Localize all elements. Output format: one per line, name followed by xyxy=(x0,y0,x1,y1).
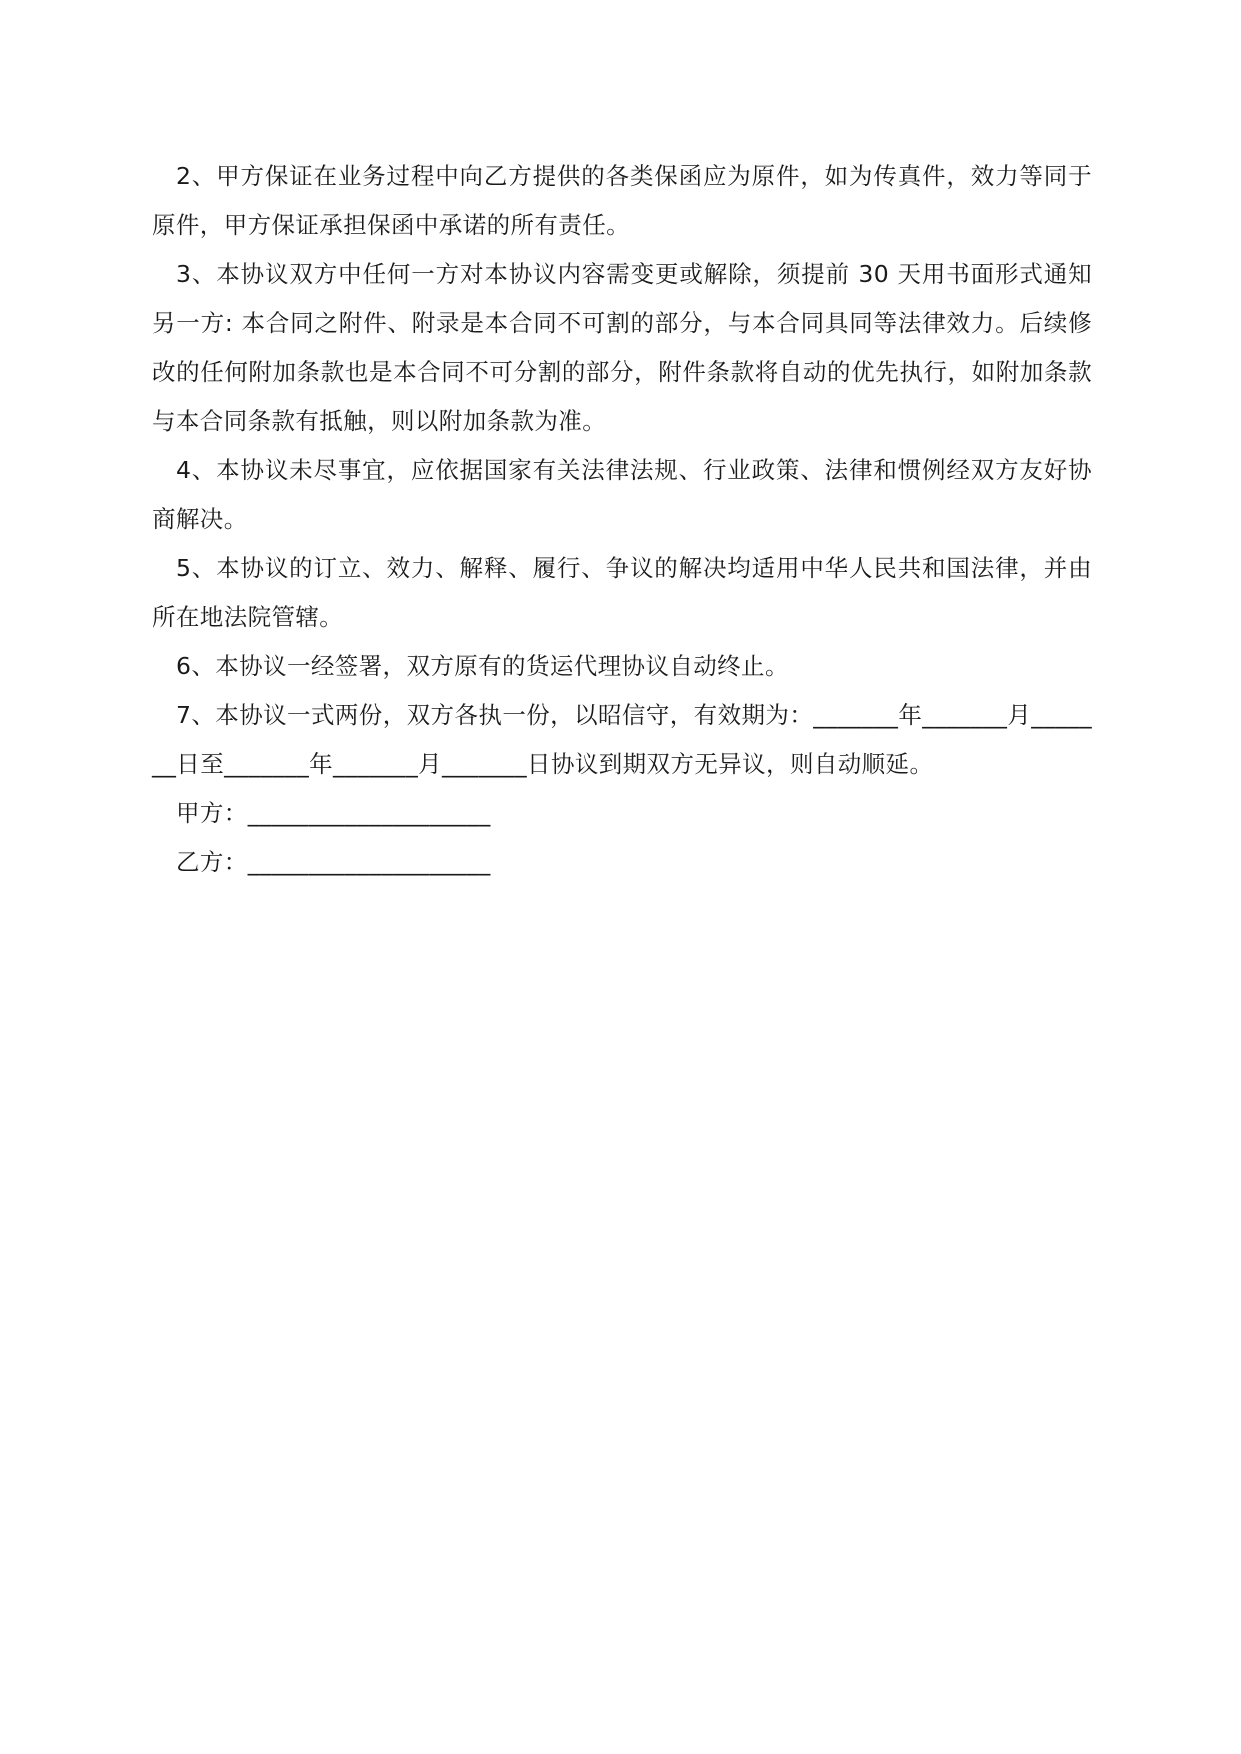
party-b-signature-line: 乙方：____________________ xyxy=(176,848,491,876)
clause-3: 3、本协议双方中任何一方对本协议内容需变更或解除，须提前 30 天用书面形式通知另一方: 本合同之附件、附录是本合同不可割的部分，与本合同具同等法律效力。后续修改的任何附加条款也是本合同不可分割的部分，附件条款将自动的优先执行，如附加条款与本合同条款有抵触，则以附加条款为准。 xyxy=(152,260,1092,435)
clause-4: 4、本协议未尽事宜，应依据国家有关法律法规、行业政策、法律和惯例经双方友好协商解决。 xyxy=(152,456,1092,533)
contract-body xyxy=(152,152,1092,887)
clause-6: 6、本协议一经签署，双方原有的货运代理协议自动终止。 xyxy=(176,652,789,680)
clause-5: 5、本协议的订立、效力、解释、履行、争议的解决均适用中华人民共和国法律，并由所在地法院管辖。 xyxy=(152,554,1092,631)
clause-7: 7、本协议一式两份，双方各执一份，以昭信守，有效期为：_______年_______月_______日至_______年_______月_______日协议到期双方无异议，则自动顺延。 xyxy=(152,701,1092,778)
clause-2: 2、甲方保证在业务过程中向乙方提供的各类保函应为原件，如为传真件，效力等同于原件，甲方保证承担保函中承诺的所有责任。 xyxy=(152,162,1092,239)
party-a-signature-line: 甲方：____________________ xyxy=(176,799,491,827)
